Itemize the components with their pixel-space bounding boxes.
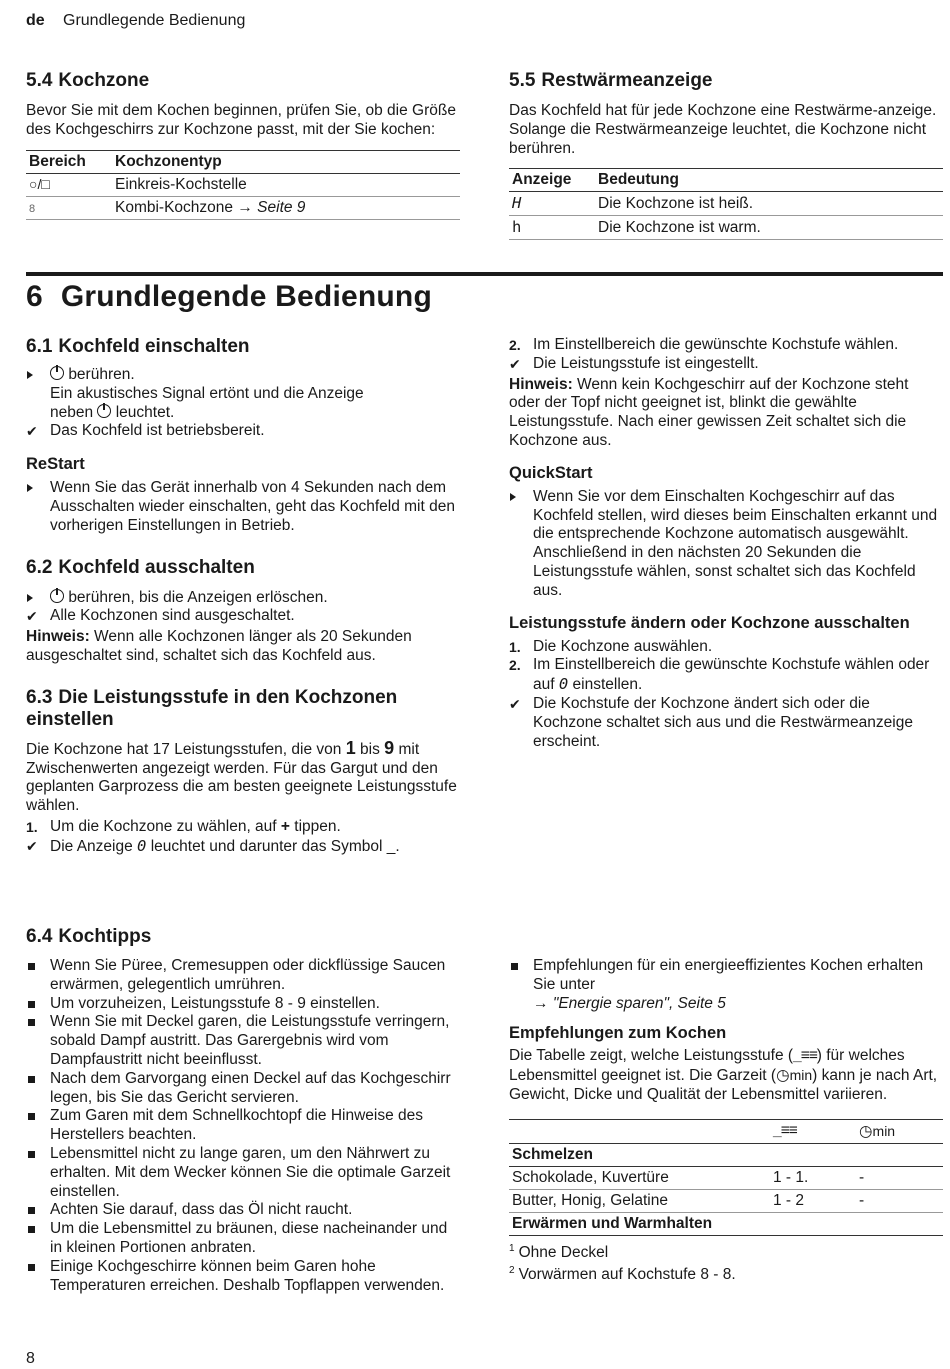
power-icon (50, 366, 64, 380)
chapter-rule (26, 272, 943, 276)
restwaerme-table (509, 168, 943, 240)
result-item: ✔ Die Kochstufe der Kochzone ändert sich oder die Kochzone schaltet sich aus und die Restwärmeanzeige erscheint. (509, 694, 913, 750)
step-arrow-icon (27, 371, 33, 379)
section-6-1-heading: 6.1 Kochfeld einschalten (26, 336, 250, 357)
page-link[interactable]: → Seite 9 (237, 198, 306, 216)
step-item: 1. Die Kochzone auswählen. (509, 637, 713, 655)
step-arrow-icon (510, 493, 516, 501)
timer-icon: ◷ (776, 1067, 790, 1085)
table-row (26, 196, 460, 219)
table-row (26, 173, 460, 196)
warm-indicator-icon: h (509, 216, 595, 240)
table-row (509, 1189, 943, 1212)
section-6-4-right (509, 957, 943, 1284)
table-row (509, 192, 943, 216)
zero-display-icon: 0 (137, 836, 147, 855)
page-number: 8 (26, 1350, 35, 1367)
header-language: de (26, 12, 45, 29)
section-6-4-heading: 6.4 Kochtipps (26, 926, 152, 947)
bullet-icon (28, 963, 35, 970)
checkmark-icon: ✔ (26, 608, 38, 625)
power-icon (97, 404, 111, 418)
hot-indicator-icon: H (509, 192, 595, 216)
footnote: $^2$ Vorwärmen auf Kochstufe 8 - 8. (509, 1264, 736, 1284)
footnotes (509, 1240, 943, 1284)
table-cell: Die Kochzone ist heiß. (595, 192, 943, 216)
energy-saving-link[interactable]: → "Energie sparen", Seite 5 (533, 994, 726, 1012)
section-6-2-heading: 6.2 Kochfeld ausschalten (26, 556, 255, 578)
zone-select-icon: + (280, 817, 290, 835)
list-item: Zum Garen mit dem Schnellkochtopf die Hinweise des Herstellers beachten. (26, 1107, 460, 1145)
step-item: Wenn Sie das Gerät innerhalb von 4 Sekunden nach dem Ausschalten wieder einschalten, geht das Kochfeld mit den vorherigen Einstellungen in Betrieb. (26, 479, 460, 535)
quickstart-heading: QuickStart (509, 463, 593, 482)
result-item: ✔ Alle Kochzonen sind ausgeschaltet. (26, 607, 295, 625)
section-5-5-heading: 5.5 Restwärmeanzeige (509, 70, 713, 91)
bullet-icon (28, 1019, 35, 1026)
table-cell: Einkreis-Kochstelle (112, 173, 460, 196)
table-cell: - (856, 1189, 943, 1212)
bullet-icon (28, 1226, 35, 1233)
checkmark-icon: ✔ (26, 423, 38, 440)
section-6-3-note: Hinweis: Wenn kein Kochgeschirr auf der Kochzone steht oder der Topf nicht geeignet ist, blinkt die gewählte Leistungsstufe. Nach einer gewissen Zeit schaltet sich die Kochzone aus. (509, 375, 909, 449)
restwaerme-table-header-display: Anzeige (509, 169, 595, 192)
change-level-heading: Leistungsstufe ändern oder Kochzone ausschalten (509, 613, 910, 632)
step-item: 2. Im Einstellbereich die gewünschte Kochstufe wählen. (509, 336, 899, 353)
table-cell: 1 - 1. (770, 1166, 856, 1189)
table-group-row (509, 1143, 943, 1166)
table-row (509, 216, 943, 240)
underscore-symbol-icon: _ (386, 837, 396, 855)
section-5-5-intro: Das Kochfeld hat für jede Kochzone eine Restwärme-anzeige. Solange die Restwärmeanzeige leuchtet, die Kochzone nicht berühren. (509, 102, 937, 157)
list-item: Um vorzuheizen, Leistungsstufe 8 - 9 einstellen. (26, 995, 460, 1014)
list-item: Lebensmittel nicht zu lange garen, um den Nährwert zu erhalten. Mit dem Wecker können Sie die optimale Garzeit einstellen. (26, 1145, 460, 1201)
section-5-4 (26, 70, 460, 220)
recommendations-intro: Die Tabelle zeigt, welche Leistungsstufe (_≡≡) für welches Lebensmittel geeignet ist. Die Garzeit (◷min) kann je nach Art, Gewicht, Dicke und Qualität der Lebensmittel variieren. (509, 1047, 938, 1103)
checkmark-icon: ✔ (509, 355, 521, 372)
section-6-4-left (26, 926, 460, 1295)
timer-icon: ◷ (859, 1122, 873, 1140)
power-icon (50, 589, 64, 603)
kochzone-table (26, 150, 460, 220)
table-cell: Schokolade, Kuvertüre (509, 1166, 770, 1189)
section-5-4-heading: 5.4 Kochzone (26, 70, 150, 91)
bullet-icon (28, 1076, 35, 1083)
section-6-2-note: Hinweis: Wenn alle Kochzonen länger als 20 Sekunden ausgeschaltet sind, schaltet sich das Kochfeld aus. (26, 628, 412, 664)
header-title: Grundlegende Bedienung (63, 12, 246, 29)
step-item: 1. Um die Kochzone zu wählen, auf + tippen. (26, 817, 341, 835)
bullet-icon (28, 1207, 35, 1214)
bullet-icon (28, 1151, 35, 1158)
zero-display-icon: 0 (558, 675, 569, 694)
table-cell: - (856, 1166, 943, 1189)
table-cell: Die Kochzone ist warm. (595, 216, 943, 240)
bullet-icon (28, 1001, 35, 1008)
list-item: Achten Sie darauf, dass das Öl nicht raucht. (26, 1201, 460, 1220)
bullet-icon (511, 963, 518, 970)
power-level-icon: _≡≡ (793, 1047, 817, 1065)
list-item: Um die Lebensmittel zu bräunen, diese nacheinander und in kleinen Portionen anbraten. (26, 1220, 460, 1258)
result-item: ✔ Die Anzeige 0 leuchtet und darunter das Symbol _. (26, 836, 400, 855)
kochzone-table-header-area: Bereich (26, 150, 112, 173)
restart-heading: ReStart (26, 455, 85, 474)
result-item: ✔ Die Leistungsstufe ist eingestellt. (509, 354, 759, 372)
chapter-title: 6 Grundlegende Bedienung (26, 280, 432, 313)
chapter-6-left-column (26, 336, 460, 857)
checkmark-icon: ✔ (26, 837, 38, 854)
combi-zone-icon: 8 (26, 196, 112, 219)
power-level-icon: _≡≡ (773, 1122, 797, 1140)
step-item: Wenn Sie vor dem Einschalten Kochgeschirr auf das Kochfeld stellen, wird dieses beim Einschalten erkannt und die entsprechende Kochzone automatisch ausgewählt. Anschließend in den nächsten 20 Sekunden die Leistungsstufe wählen, sonst schaltet sich das Kochfeld aus. (509, 488, 943, 601)
section-5-5 (509, 70, 943, 240)
result-item: ✔ Das Kochfeld ist betriebsbereit. (26, 422, 265, 440)
table-group-title: Schmelzen (509, 1143, 943, 1166)
list-item: Einige Kochgeschirre können beim Garen hohe Temperaturen erreichen. Deshalb Topflappen verwenden. (26, 1258, 460, 1296)
tips-list (26, 957, 460, 1295)
list-item: Wenn Sie mit Deckel garen, die Leistungsstufe verringern, sobald Dampf austritt. Das Garergebnis wird vom Dampfaustritt nicht beeinflusst. (26, 1013, 460, 1069)
chapter-6-right-column (509, 336, 943, 751)
restwaerme-table-header-meaning: Bedeutung (595, 169, 943, 192)
single-zone-icon: ○/□ (26, 173, 112, 196)
list-item: Nach dem Garvorgang einen Deckel auf das Kochgeschirr legen, bis Sie das Gericht servieren. (26, 1070, 460, 1108)
table-cell: Kombi-Kochzone → Seite 9 (112, 196, 460, 219)
step-item: berühren. Ein akustisches Signal ertönt und die Anzeige neben leuchtet. (26, 366, 460, 422)
kochzone-table-header-type: Kochzonentyp (112, 150, 460, 173)
step-item: 2. Im Einstellbereich die gewünschte Kochstufe wählen oder auf 0 einstellen. (509, 656, 930, 694)
list-item: Wenn Sie Püree, Cremesuppen oder dickflüssige Saucen erwärmen, gelegentlich umrühren. (26, 957, 460, 995)
bullet-icon (28, 1264, 35, 1271)
table-cell: 1 - 2 (770, 1189, 856, 1212)
step-item: berühren, bis die Anzeigen erlöschen. (26, 589, 460, 608)
table-group-row (509, 1212, 943, 1235)
step-arrow-icon (27, 484, 33, 492)
recommendations-heading: Empfehlungen zum Kochen (509, 1024, 727, 1043)
table-cell: Butter, Honig, Gelatine (509, 1189, 770, 1212)
step-arrow-icon (27, 594, 33, 602)
cooking-table-header-level (770, 1119, 856, 1143)
section-5-4-intro: Bevor Sie mit dem Kochen beginnen, prüfen Sie, ob die Größe des Kochgeschirrs zur Kochzone passt, mit der Sie kochen: (26, 102, 456, 138)
checkmark-icon: ✔ (509, 695, 521, 712)
bullet-icon (28, 1113, 35, 1120)
table-group-title: Erwärmen und Warmhalten (509, 1212, 943, 1235)
footnote: $^1$ Ohne Deckel (509, 1242, 609, 1261)
section-6-3-intro: Die Kochzone hat 17 Leistungsstufen, die von 1 bis 9 mit Zwischenwerten angezeigt werden. Für das Gargut und den geplanten Garprozess die am besten geeignete Leistungsstufe wählen. (26, 737, 457, 815)
table-row (509, 1166, 943, 1189)
cooking-table-header-food (509, 1119, 770, 1143)
list-item: Empfehlungen für ein energieeffizientes Kochen erhalten Sie unter → "Energie sparen", Seite 5 (509, 957, 943, 1013)
cooking-table-header-time: ◷min (856, 1119, 943, 1143)
section-6-3-heading: 6.3 Die Leistungsstufe in den Kochzonen einstellen (26, 686, 398, 730)
cooking-table (509, 1119, 943, 1236)
